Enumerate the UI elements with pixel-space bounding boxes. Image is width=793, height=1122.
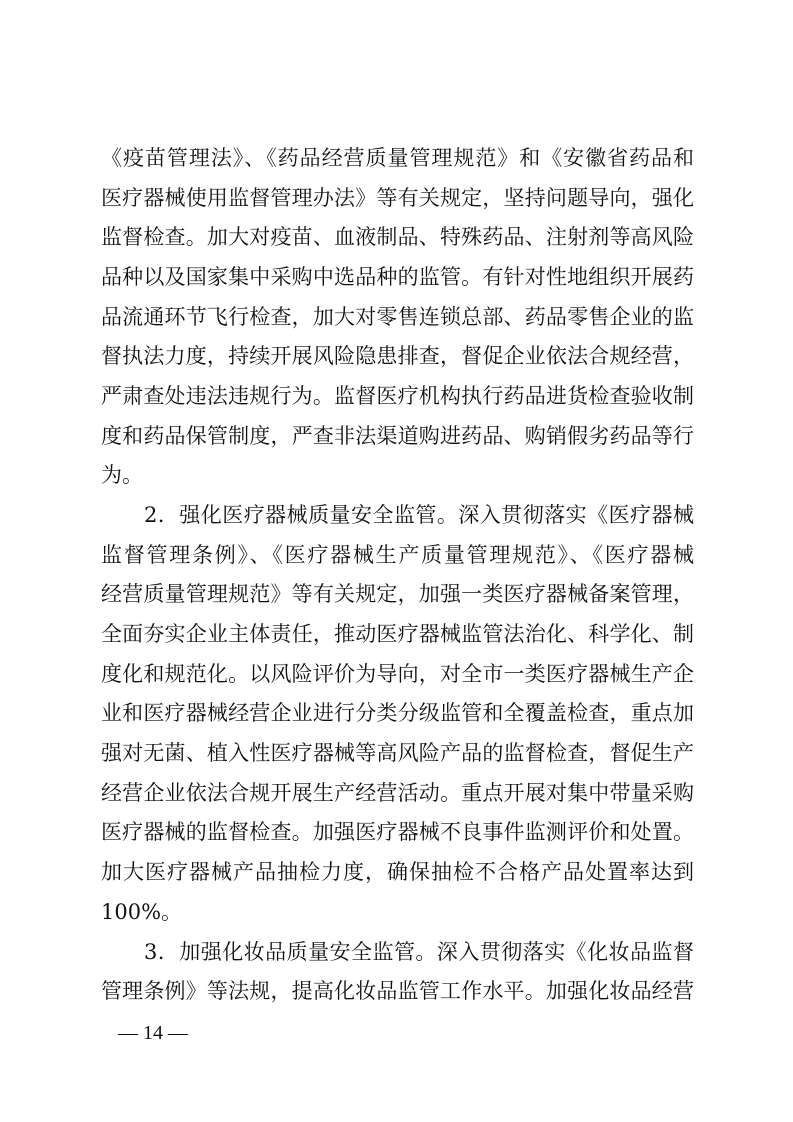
text-line: 医疗器械使用监督管理办法》等有关规定，坚持问题导向，强化 — [101, 185, 694, 210]
text-line: 业和医疗器械经营企业进行分类分级监管和全覆盖检查，重点加 — [101, 701, 694, 726]
text-line: 严肃查处违法违规行为。监督医疗机构执行药品进货检查验收制 — [101, 384, 694, 409]
text-line: 品种以及国家集中采购中选品种的监管。有针对性地组织开展药 — [101, 265, 694, 290]
text-line: 为。 — [101, 463, 143, 488]
page-number: — 14 — — [118, 1022, 188, 1044]
section-heading-line: 3．加强化妆品质量安全监管。深入贯彻落实《化妆品监督 — [144, 939, 694, 964]
text-line: 监督检查。加大对疫苗、血液制品、特殊药品、注射剂等高风险 — [101, 225, 694, 250]
text-line: 加大医疗器械产品抽检力度，确保抽检不合格产品处置率达到 — [101, 860, 694, 885]
text-line: 监督管理条例》、《医疗器械生产质量管理规范》、《医疗器械 — [101, 542, 694, 567]
text-line: 品流通环节飞行检查，加大对零售连锁总部、药品零售企业的监 — [101, 304, 694, 329]
text-line: 经营企业依法合规开展生产经营活动。重点开展对集中带量采购 — [101, 780, 694, 805]
text-line: 度和药品保管制度，严查非法渠道购进药品、购销假劣药品等行 — [101, 423, 694, 448]
text-line: 强对无菌、植入性医疗器械等高风险产品的监督检查，督促生产 — [101, 741, 694, 766]
text-line: 《疫苗管理法》、《药品经营质量管理规范》和《安徽省药品和 — [101, 146, 694, 170]
text-line: 督执法力度，持续开展风险隐患排查，督促企业依法合规经营， — [101, 344, 694, 369]
text-line: 医疗器械的监督检查。加强医疗器械不良事件监测评价和处置。 — [101, 820, 694, 845]
text-line: 经营质量管理规范》等有关规定，加强一类医疗器械备案管理， — [101, 582, 694, 607]
text-line: 管理条例》等法规，提高化妆品监管工作水平。加强化妆品经营 — [101, 979, 694, 1004]
text-line: 100%。 — [101, 899, 183, 924]
section-heading-line: 2．强化医疗器械质量安全监管。深入贯彻落实《医疗器械 — [144, 503, 694, 528]
text-line: 全面夯实企业主体责任，推动医疗器械监管法治化、科学化、制 — [101, 622, 694, 647]
text-line: 度化和规范化。以风险评价为导向，对全市一类医疗器械生产企 — [101, 661, 694, 686]
